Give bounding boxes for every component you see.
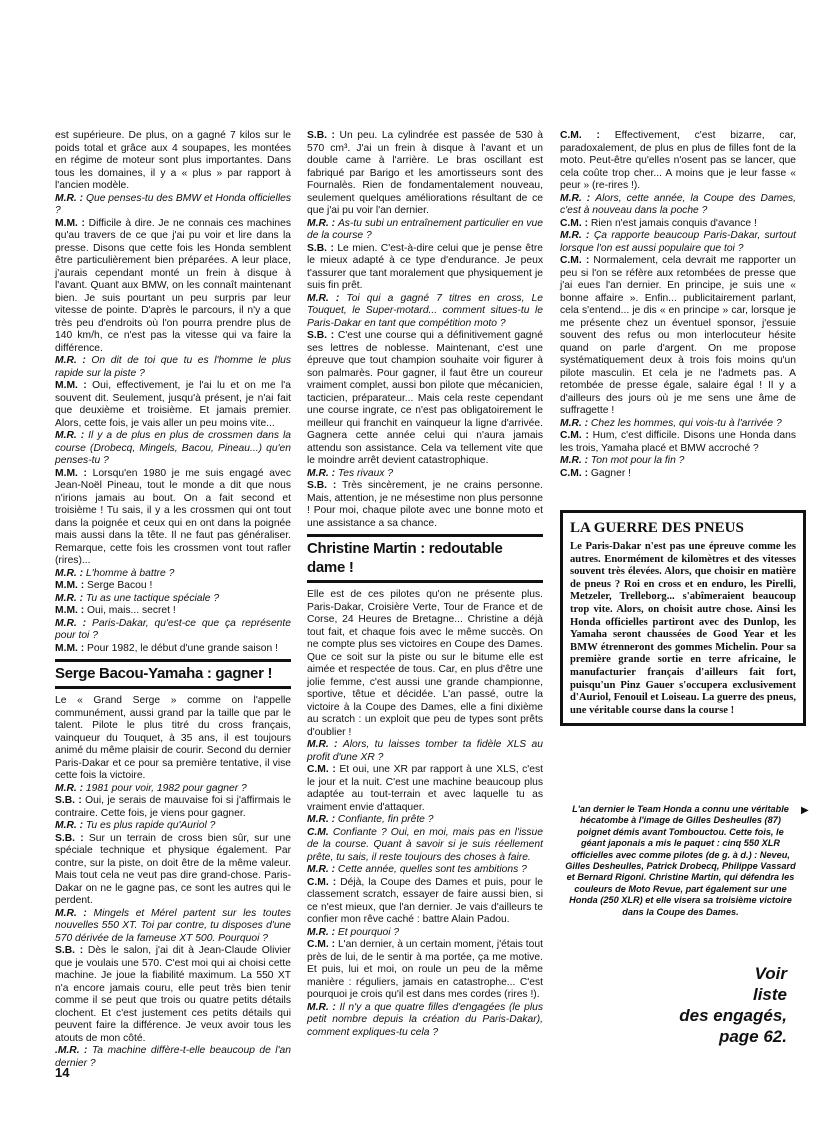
paragraph-text: Lorsqu'en 1980 je me suis engagé avec Jean-Noël Pineau, tout le monde a dit que nous n'irions jamais au bout. On a fait second et troisième ! Tu sais, il y a les crossmen qui ont tout dans la poignée et ceux qui en ont dans la poignée mais aussi dans la tête. Il ne faut pas généraliser. Remarque, cette fois les crossmen vont tout rafler (rires)... — [55, 467, 291, 566]
interview-answer — [560, 430, 796, 455]
tire-war-sidebar-box — [560, 510, 806, 726]
paragraph-text: Gagner ! — [590, 467, 631, 479]
speaker-label: S.B. : — [307, 130, 335, 141]
speaker-label: M.R. : — [55, 820, 84, 831]
speaker-label: M.R. : — [560, 192, 591, 204]
speaker-label: M.R. : — [55, 355, 86, 366]
paragraph-text: Normalement, cela devrait me rapporter un peu si l'on se réfère aux retombées de presse que j'ai eues l'an dernier. En principe, je suis une « bonne affaire ». Enfin... publicitairement parlant, cela s'entend... je dis « en principe » car, lorsque je me présente chez un éventuel sponsor, j'essuie souvent des refus ou mon interlocuteur hésite quand on parle d'argent. On me propose systématiquement deux à trois fois moins qu'un pilote masculin. Et cela je ne l'admets pas. A retombée de presse égale, salaire égal ! Il y a d'ailleurs des jours où je me sens une âme de suffragette ! — [560, 255, 796, 416]
interview-answer — [55, 580, 291, 593]
speaker-label: .M.R. : — [55, 1045, 88, 1056]
paragraph-text: Elle est de ces pilotes qu'on ne présente plus. Paris-Dakar, Croisière Verte, Tour de France et de Corse, 24 Heures de Bretagne... Christine a déjà tout fait, et chaque fois avec le même succès. On ne compte plus ses victoires en Coupe des Dames. Que ce soit sur la piste ou sur le bitume elle est aimée et respectée de tous. Car, en plus d'être une jolie femme, c'est aussi une grande championne, sportive, têtue et décidée. L'an passé, outre la victoire à la Coupe des Dames, elle a fini dixième au scratch : un exploit que peu de types sont prêts d'oublier ! — [307, 589, 543, 738]
speaker-label: M.M. : — [55, 580, 85, 591]
paragraph-text: Difficile à dire. Je ne connais ces machines qu'au travers de ce que j'ai pu voir et lire dans la presse. Disons que cette fois les Honda semblent être particulièrement bien préparées. A leur place, j'aurais cependant monté un frein à disque à l'avant. Quant aux BMW, on les connaît maintenant bien. Je suis pourtant un peu surpris par leur vitesse de pointe. D'après le parcours, il n'y a que très peu d'endroits où l'on pourra prendre plus de 140 km/h, ce n'est pas la vitesse qui va faire la différence. — [55, 217, 291, 354]
speaker-label: C.M. : — [307, 764, 336, 775]
speaker-label: M.R. : — [307, 1001, 336, 1013]
interview-question — [307, 468, 543, 481]
sidebar-title: LA GUERRE DES PNEUS — [570, 520, 744, 536]
paragraph-text: Et oui, une XR par rapport à une XLS, c'est le jour et la nuit. C'est une machine beaucoup plus adaptée au tout-terrain et avec laquelle tu as vraiment envie d'attaquer. — [307, 764, 543, 813]
interview-question — [55, 820, 291, 833]
paragraph-text: As-tu subi un entraînement particulier en vue de la course ? — [307, 217, 543, 241]
speaker-label: M.R. : — [55, 192, 84, 204]
interview-question — [307, 827, 543, 865]
interview-answer — [307, 764, 543, 814]
paragraph-text: 1981 pour voir, 1982 pour gagner ? — [85, 782, 247, 794]
interview-question — [307, 814, 543, 827]
speaker-label: M.M. : — [55, 605, 85, 616]
speaker-label: C.M. : — [560, 430, 589, 441]
interview-question — [55, 568, 291, 581]
speaker-label: M.R. : — [307, 739, 338, 750]
interview-answer — [560, 218, 796, 231]
interview-answer — [55, 643, 291, 656]
paragraph — [55, 695, 291, 783]
column-3 — [560, 130, 796, 480]
paragraph-text: Alors, tu laisses tomber ta fidèle XLS au profit d'une XR ? — [307, 739, 543, 763]
section-heading: Christine Martin : redoutable dame ! — [307, 534, 543, 583]
paragraph — [55, 130, 291, 193]
interview-answer — [307, 130, 543, 218]
speaker-label: S.B. : — [55, 945, 84, 956]
interview-question — [307, 1002, 543, 1040]
speaker-label: S.B. : — [55, 832, 84, 844]
speaker-label: M.M. : — [55, 380, 87, 391]
speaker-label: M.R. : — [307, 467, 336, 479]
paragraph-text: Mingels et Mérel partent sur les toutes nouvelles 550 XT. Toi par contre, tu disposes d'une 570 dérivée de la fameuse XT 500. Pourquoi ? — [55, 907, 291, 944]
paragraph-text: Effectivement, c'est bizarre, car, paradoxalement, de plus en plus de filles font de la moto. Peut-être qu'elles n'osent pas se lancer, que cela coûte trop cher... A moins que je leur fasse « peur » (re-rires !). — [560, 130, 796, 191]
column-2 — [307, 130, 543, 1039]
speaker-label: C.M. — [307, 826, 329, 838]
interview-question — [307, 927, 543, 940]
interview-answer — [307, 877, 543, 927]
see-entrants-line: page 62. — [718, 1027, 787, 1046]
speaker-label: M.M. : — [55, 217, 85, 229]
speaker-label: M.R. : — [560, 455, 589, 466]
speaker-label: M.R. : — [55, 782, 84, 794]
paragraph-text: Ton mot pour la fin ? — [590, 455, 685, 466]
interview-answer — [55, 945, 291, 1045]
speaker-label: C.M. : — [560, 467, 589, 479]
page-number: 14 — [55, 1065, 70, 1080]
speaker-label: S.B. : — [307, 242, 334, 254]
paragraph-text: Paris-Dakar, qu'est-ce que ça représente pour toi ? — [55, 617, 291, 641]
interview-answer — [560, 130, 796, 193]
interview-answer — [55, 468, 291, 568]
interview-question — [55, 355, 291, 380]
paragraph-text: Alors, cette année, la Coupe des Dames, c'est à nouveau dans la poche ? — [560, 192, 796, 216]
paragraph-text: Serge Bacou ! — [87, 580, 153, 591]
paragraph-text: Oui, je serais de mauvaise foi si j'affirmais le contraire. Cette fois, je viens pour gagner. — [55, 795, 291, 819]
speaker-label: C.M. : — [560, 255, 590, 266]
paragraph-text: L'an dernier, à un certain moment, j'étais tout près de lui, de le sentir à ma portée, ça me motive. Et puis, lui et moi, on roule un peu de la même manière : réguliers, jamais en catastrophe... C'est pourquoi je crois qu'il est dans mes cordes (rires !). — [307, 939, 543, 1000]
interview-question — [560, 230, 796, 255]
interview-answer — [55, 795, 291, 820]
paragraph-text: Confiante ? Oui, en moi, mais pas en l'issue de la course. Quant à savoir si je suis réellement prête, tu sais, il reste toujours des choses à faire. — [307, 826, 543, 863]
paragraph-text: est supérieure. De plus, on a gagné 7 kilos sur le poids total et grâce aux 4 soupapes, les montées en régime de moteur sont plus importantes. Dans tous les domaines, il y a « plus » par rapport à l'ancien modèle. — [55, 130, 291, 191]
speaker-label: M.R. : — [307, 864, 336, 875]
interview-answer — [560, 255, 796, 418]
paragraph-text: Toi qui a gagné 7 titres en cross, Le Touquet, le Super-motard... comment situes-tu le Paris-Dakar en tant que compétition moto ? — [307, 292, 543, 329]
paragraph-text: Déjà, la Coupe des Dames et puis, pour le classement scratch, essayer de faire aussi bien, si ce n'est mieux, que l'an dernier. Je vais d'ailleurs te confier mon rêve caché : battre Alain Padou. — [307, 876, 543, 925]
speaker-label: M.M. : — [55, 642, 85, 654]
see-entrants-note — [627, 963, 787, 1047]
speaker-label: M.R. : — [560, 230, 590, 241]
interview-answer — [55, 605, 291, 618]
interview-question — [55, 193, 291, 218]
interview-answer — [55, 218, 291, 356]
speaker-label: C.M. : — [307, 939, 336, 950]
sidebar-text: Le Paris-Dakar n'est pas une épreuve comme les autres. Enormément de kilomètres et des vitesses souvent très élevées. Alors, que choisir en matière de pneus ? Roi en cross et en enduro, les Pirelli, Metzeler, Trelleborg... s'abîmeraient beaucoup trop vite. Alors, on choisit autre chose. Ainsi les Honda officielles partiront avec des Dunlop, les Yamaha seront chaussées de Good Year et les BMW étrenneront des gommes Michelin. Pour sa première grande sortie en terre africaine, le manufacturier français d'ailleurs fait fort, puisqu'un Pinz Gauer s'occupera exclusivement d'Auriol, Fenouil et Loiseau. La guerre des pneus, une véritable course dans la course ! — [570, 541, 796, 716]
paragraph-text: Sur un terrain de cross bien sûr, sur une spéciale technique et physique également. Par contre, sur la piste, on doit être de la même valeur. Mais tout cela ne veut pas dire grand-chose. Paris-Dakar on ne le gagne pas, ce sont les autres qui le perdent. — [55, 832, 291, 906]
interview-question — [307, 218, 543, 243]
interview-answer — [55, 380, 291, 430]
interview-question — [560, 418, 796, 431]
speaker-label: M.R. : — [55, 592, 84, 604]
paragraph-text: Tu es plus rapide qu'Auriol ? — [85, 820, 216, 831]
interview-question — [307, 864, 543, 877]
paragraph-text: Chez les hommes, qui vois-tu à l'arrivée ? — [590, 417, 782, 429]
speaker-label: M.R. : — [307, 292, 340, 304]
speaker-label: M.R. : — [55, 907, 87, 919]
interview-answer — [307, 330, 543, 468]
paragraph-text: Le « Grand Serge » comme on l'appelle communément, aussi grand par la taille que par le talent. Pilote le plus titré du cross français, vainqueur du Touquet, à 35 ans, il est toujours animé du même plaisir de courir. Second du dernier Paris-Dakar et ce pour sa première tentative, il vise cette fois la victoire. — [55, 695, 291, 781]
interview-question — [560, 455, 796, 468]
paragraph-text: Il y a de plus en plus de crossmen dans la course (Drobecq, Mingels, Bacou, Pineau...) qu'en penses-tu ? — [55, 430, 291, 466]
paragraph-text: Hum, c'est difficile. Disons une Honda dans les trois, Yamaha placé et BMW accroché ? — [560, 430, 796, 454]
paragraph-text: Confiante, fin prête ? — [337, 814, 434, 825]
paragraph-text: Rien n'est jamais conquis d'avance ! — [590, 217, 757, 229]
interview-question — [560, 193, 796, 218]
interview-question — [55, 430, 291, 468]
paragraph-text: Oui, mais... secret ! — [87, 605, 176, 616]
paragraph-text: Dès le salon, j'ai dit à Jean-Claude Olivier que je voulais une 570. C'est moi qui ai choisi cette machine. Je joue la fiabilité maximum. La 550 XT n'a encore jamais couru, elle peut très bien tenir comme il se peut que trois ou quatre petits détails clochent. Et c'est justement ces petits détails qui peuvent faire la différence. Je veux avoir tous les atouts de mon côté. — [55, 945, 291, 1044]
paragraph-text: On dit de toi que tu es l'homme le plus rapide sur la piste ? — [55, 355, 291, 379]
speaker-label: S.B. : — [307, 330, 335, 341]
speaker-label: M.R. : — [55, 617, 87, 629]
interview-answer — [307, 243, 543, 293]
speaker-label: M.R. : — [307, 814, 336, 825]
paragraph-text: Oui, effectivement, je l'ai lu et on me l'a souvent dit. Seulement, jusqu'à présent, je n'ai fait que deuxième et troisième. Et jamais premier. Alors, cette fois, je vais aller un peu moins vite... — [55, 380, 291, 429]
interview-answer — [307, 939, 543, 1002]
interview-question — [55, 618, 291, 643]
paragraph-text: C'est une course qui a définitivement gagné ses lettres de noblesse. Maintenant, c'est une épreuve que tout champion souhaite voir figurer à son palmarès. Pour gagner, il faut être un coureur vraiment complet, aussi bon pilote que mécanicien, tacticien, préparateur... Mais cela reste cependant une course ingrate, ce n'est pas obligatoirement le meilleur qui franchit en vainqueur la ligne d'arrivée. Gagnera cette année celui qui n'aura jamais attendu son assistance. Cela va tellement vite que le moindre arrêt devient catastrophique. — [307, 330, 543, 466]
paragraph-text: Et pourquoi ? — [337, 926, 400, 938]
speaker-label: M.R. : — [560, 417, 589, 429]
paragraph-text: Cette année, quelles sont tes ambitions ? — [337, 864, 527, 875]
paragraph-text: Le mien. C'est-à-dire celui que je pense être le mieux adapté à ce type d'endurance. Je peux t'assurer que tant moralement que physiquement je suis fin prêt. — [307, 242, 543, 291]
paragraph-text: Ça rapporte beaucoup Paris-Dakar, surtout lorsque l'on est aussi populaire que toi ? — [560, 230, 796, 254]
interview-question — [55, 1045, 291, 1070]
interview-question — [55, 908, 291, 946]
see-entrants-line: liste — [752, 985, 787, 1004]
speaker-label: C.M. : — [307, 876, 337, 888]
paragraph-text: L'homme à battre ? — [85, 567, 175, 579]
paragraph-text: Pour 1982, le début d'une grande saison ! — [87, 642, 278, 654]
paragraph-text: Il n'y a que quatre filles d'engagées (le plus petit nombre depuis la création du Paris-Dakar), comment expliques-tu cela ? — [307, 1001, 543, 1038]
speaker-label: S.B. : — [55, 795, 82, 806]
caption-arrow-icon: ▶ — [801, 805, 809, 816]
paragraph-text: Tes rivaux ? — [337, 467, 394, 479]
section-heading: Serge Bacou-Yamaha : gagner ! — [55, 659, 291, 689]
speaker-label: M.R. : — [307, 926, 336, 938]
paragraph-text: Que penses-tu des BMW et Honda officielles ? — [55, 192, 291, 216]
column-1 — [55, 130, 291, 1070]
interview-answer — [307, 480, 543, 530]
speaker-label: C.M. : — [560, 217, 589, 229]
see-entrants-line: des engagés, — [679, 1006, 787, 1025]
paragraph — [307, 589, 543, 739]
interview-question — [55, 593, 291, 606]
interview-question — [55, 783, 291, 796]
speaker-label: M.R. : — [55, 430, 85, 441]
speaker-label: C.M. : — [560, 130, 600, 141]
paragraph-text: Un peu. La cylindrée est passée de 530 à 570 cm³. J'ai un frein à disque à l'avant et un double came à l'arrière. Le bras oscillant est fabriqué par Barigo et les amortisseurs sont des Fournalès. Rien de fondamentalement nouveau, seulement quelques améliorations résultant de ce que j'ai pu voir l'an dernier. — [307, 130, 543, 216]
see-entrants-line: Voir — [754, 964, 787, 983]
interview-answer — [560, 468, 796, 481]
speaker-label: M.M. : — [55, 467, 87, 479]
interview-answer — [55, 833, 291, 908]
speaker-label: M.R. : — [307, 217, 336, 229]
paragraph-text: Ta machine diffère-t-elle beaucoup de l'an dernier ? — [55, 1045, 291, 1069]
interview-question — [307, 739, 543, 764]
speaker-label: M.R. : — [55, 567, 84, 579]
paragraph-text: Très sincèrement, je ne crains personne. Mais, attention, je ne mésestime non plus personne ! Pour moi, chaque pilote avec une bonne moto et une assistance a sa chance. — [307, 480, 543, 529]
interview-question — [307, 293, 543, 331]
speaker-label: S.B. : — [307, 480, 337, 491]
paragraph-text: Tu as une tactique spéciale ? — [85, 592, 220, 604]
photo-caption: L'an dernier le Team Honda a connu une véritable hécatombe à l'image de Gilles Desheulles (87) poignet démis avant Tombouctou. Cette fois, le géant japonais a mis le paquet : cinq 550 XLR officielles avec comme pilotes (de g. à d.) : Neveu, Gilles Desheulles, Patrick Drobecq, Philippe Vassard et Bernard Rigoni. Christine Martin, qui défendra les couleurs de Moto Revue, part également sur une Honda (250 XLR) et elle visera sa troisième victoire dans la Coupe des Dames. — [565, 804, 796, 917]
